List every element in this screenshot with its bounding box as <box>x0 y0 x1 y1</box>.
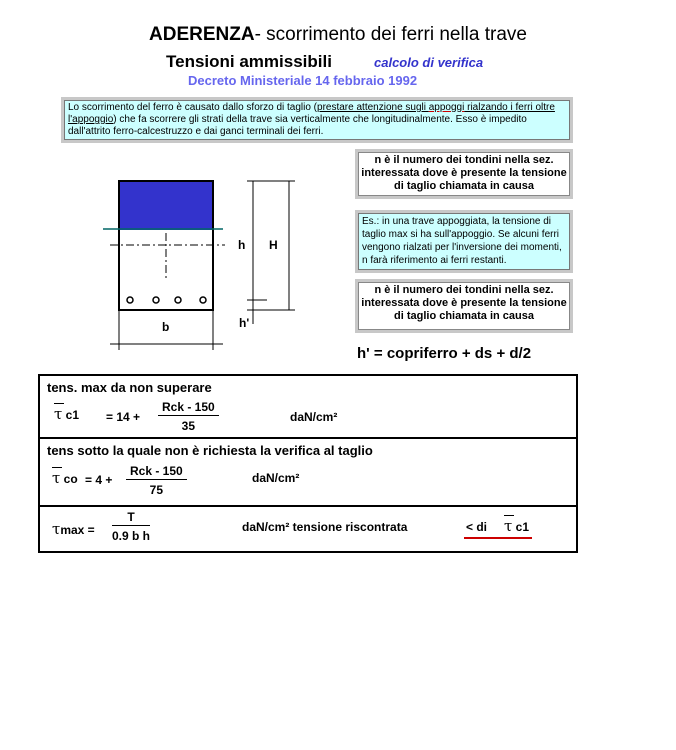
tau-c1-symbol <box>54 405 79 423</box>
row2-unit: daN/cm² <box>252 471 300 485</box>
row1-fraction <box>158 400 219 433</box>
tau-overbar <box>52 467 62 468</box>
beam-section-diagram <box>95 170 310 352</box>
row2-heading: tens sotto la quale non è richiesta la verifica al taglio <box>47 443 373 458</box>
title-rest: - scorrimento dei ferri nella trave <box>254 24 527 45</box>
tau-subscript: c1 <box>65 408 80 422</box>
row3-unit: daN/cm² tensione riscontrata <box>242 520 408 534</box>
subtitle: Tensioni ammissibili <box>166 52 332 71</box>
rebar-circle <box>127 297 133 303</box>
tau-symbol: τ <box>54 405 63 423</box>
label-h: h <box>238 238 246 252</box>
label-hprime: h' <box>239 316 250 330</box>
note-text-4: rialzando i ferri oltre l'appoggio <box>68 102 555 125</box>
row1-unit: daN/cm² <box>290 410 338 424</box>
formula-table <box>38 374 578 553</box>
rebar-circle <box>175 297 181 303</box>
tau-max-symbol <box>52 520 95 538</box>
tau-overbar <box>504 515 514 516</box>
row3-comparison: < di <box>466 520 488 534</box>
info-box-2: Es.: in una trave appoggiata, la tensione di taglio max si ha sull'appoggio. Se alcuni ferri vengono rialzati per l'inversione dei momenti, n farà riferimento ai ferri restanti. <box>358 213 570 270</box>
info-box-3: n è il numero dei tondini nella sez. interessata dove è presente la tensione di taglio chiamata in causa <box>358 282 570 330</box>
rebar-group <box>127 297 206 303</box>
note-text-3: appoggi <box>428 102 465 113</box>
tau-co-symbol <box>52 469 78 487</box>
info-box-1: n è il numero dei tondini nella sez. interessata dove è presente la tensione di taglio chiamata in causa <box>358 152 570 196</box>
hprime-formula: h' = copriferro + ds + d/2 <box>357 345 532 362</box>
compression-zone <box>119 181 213 230</box>
row3-numerator: T <box>112 510 150 526</box>
decree: Decreto Ministeriale 14 febbraio 1992 <box>188 73 418 88</box>
comparison-underline <box>464 537 532 539</box>
tau-c1-compare-symbol <box>504 517 529 535</box>
note-text-2: prestare attenzione sugli <box>317 102 429 113</box>
row2-fraction <box>126 464 187 497</box>
note-text-5: ) che fa scorrere gli strati della trave sia verticalmente che longitudinalmente. Esso è impedito dall'attrito ferro-calcestruzzo e dai ganci terminali dei ferri. <box>68 114 527 137</box>
row-divider <box>40 505 576 507</box>
tau-symbol: τ <box>52 469 61 487</box>
tau-symbol: τ <box>504 517 513 535</box>
row3-fraction <box>112 510 150 543</box>
row-divider <box>40 437 576 439</box>
row2-equation: = 4 + <box>85 473 113 487</box>
rebar-circle <box>153 297 159 303</box>
tau-symbol: τ <box>52 520 61 538</box>
tau-subscript: c1 <box>515 520 530 534</box>
label-b: b <box>162 320 170 334</box>
page-title <box>0 24 676 46</box>
subtitle-note: calcolo di verifica <box>374 55 484 70</box>
note-text-1: Lo scorrimento del ferro è causato dallo sforzo di taglio ( <box>68 102 318 113</box>
rebar-circle <box>200 297 206 303</box>
row2-numerator: Rck - 150 <box>126 464 187 480</box>
tau-max-label: max = <box>60 523 95 537</box>
row1-heading: tens. max da non superare <box>47 380 212 395</box>
label-H: H <box>269 238 278 252</box>
row1-numerator: Rck - 150 <box>158 400 219 416</box>
title-main: ADERENZA <box>149 24 255 45</box>
tau-overbar <box>54 403 64 404</box>
row1-denominator: 35 <box>181 419 196 433</box>
note-box <box>64 100 570 140</box>
tau-subscript: co <box>63 472 78 486</box>
row3-denominator: 0.9 b h <box>112 529 151 543</box>
row2-denominator: 75 <box>149 483 164 497</box>
row1-equation: = 14 + <box>106 410 141 424</box>
